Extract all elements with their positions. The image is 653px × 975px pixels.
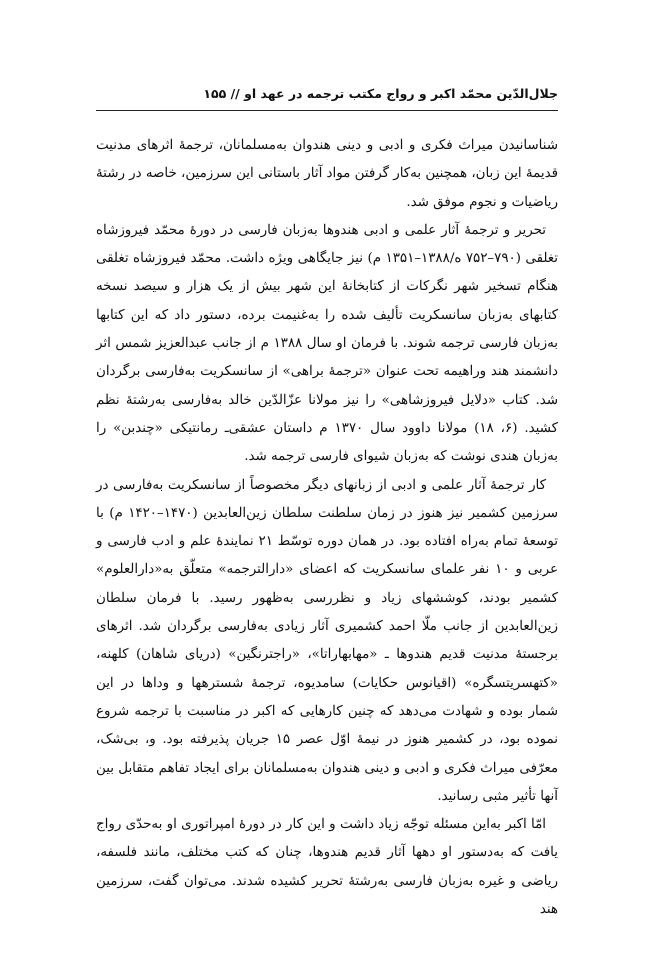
body-text bbox=[96, 132, 558, 924]
paragraph-1: شناسانیدن میراث فکری و ادبی و دینی هندوان به‌مسلمانان، ترجمهٔ اثرهای مدنیت قدیمهٔ این زبان، همچنین به‌کار گرفتن مواد آثار باستانی این سرزمین، خاصه در رشتهٔ ریاضیات و نجوم موفق شد. bbox=[96, 138, 558, 210]
paragraph-2: تحریر و ترجمهٔ آثار علمی و ادبی هندوها به‌زبان فارسی در دورهٔ محمّد فیروزشاه تغلقی (۷۹۰–۷۵۲ ه/۱۳۸۸–۱۳۵۱ م) نیز جایگاهی ویژه داشت. محمّد فیروزشاه تغلقی هنگام تسخیر شهر نگرکات از کتابخانهٔ این شهر بیش از یک هزار و سیصد نسخه کتابهای به‌زبان سانسکریت تألیف شده را به‌غنیمت برده، دستور داد که این کتابها به‌زبان فارسی ترجمه شوند. با فرمان او سال ۱۳۸۸ م از جانب عبدالعزیز شمس اثر دانشمند هند وراهیمه تحت عنوان «ترجمهٔ براهی» از سانسکریت به‌فارسی برگردان شد. کتاب «دلایل فیروزشاهی» را نیز مولانا عزّالدّین خالد به‌فارسی به‌رشتهٔ نظم کشید. (۶، ۱۸) مولانا داوود سال ۱۳۷۰ م داستان عشقی‌ـ رمانتیکی «چندبن» را به‌زبان هندی نوشت که به‌زبان شیوای فارسی ترجمه شد. bbox=[96, 222, 558, 465]
header-divider bbox=[96, 110, 558, 111]
paragraph-3: کار ترجمهٔ آثار علمی و ادبی از زبانهای دیگر مخصوصاً از سانسکریت به‌فارسی در سرزمین کشمیر نیز هنوز در زمان سلطنت سلطان زین‌العابدین (۱۴۷۰–۱۴۲۰ م) با توسعهٔ تمام به‌راه افتاده بود. در همان دوره توسّط ۲۱ نمایندهٔ علم و ادب فارسی و عربی و ۱۰ نفر علمای سانسکریت که اعضای «دارالترجمه» متعلّق به«دارالعلوم» کشمیر بودند، کوششهای زیاد و نظررسی به‌ظهور رسید. با فرمان سلطان زین‌العابدین از جانب ملّا احمد کشمیری آثار زیادی به‌فارسی برگردان شد. اثرهای برجستهٔ مدنیت قدیم هندوها ـ «مهابهاراتا»، «راجترنگین» (دریای شاهان) کلهنه، «کتهسریتسگره» (اقیانوس حکایات) سامدیوه، ترجمهٔ شسترهها و وداها در این شمار بوده و شهادت می‌دهد که چنین کارهایی که اکبر در مناسبت با ترجمه شروع نموده بود، در کشمیر هنوز در نیمهٔ اوّل عصر ۱۵ جریان پذیرفته بود. و، بی‌شک، معرّفی میراث فکری و ادبی و دینی هندوان به‌مسلمانان برای ایجاد تفاهم متقابل بین آنها تأثیر مثبی رسانید. bbox=[96, 477, 558, 804]
running-header bbox=[96, 80, 558, 108]
running-title: جلال‌الدّین محمّد اکبر و رواج مکتب ترجمه در عهد او // ۱۵۵ bbox=[203, 86, 558, 101]
paragraph-4: امّا اکبر به‌این مسئله توجّه زیاد داشت و این کار در دورهٔ امپراتوری او به‌حدّی رواج یافت که به‌دستور او دهها آثار قدیم هندوها، چنان که کتب مختلف، مانند فلسفه، ریاضی و غیره به‌زبان فارسی به‌رشتهٔ تحریر کشیده شدند. می‌توان گفت، سرزمین هند bbox=[96, 817, 558, 918]
